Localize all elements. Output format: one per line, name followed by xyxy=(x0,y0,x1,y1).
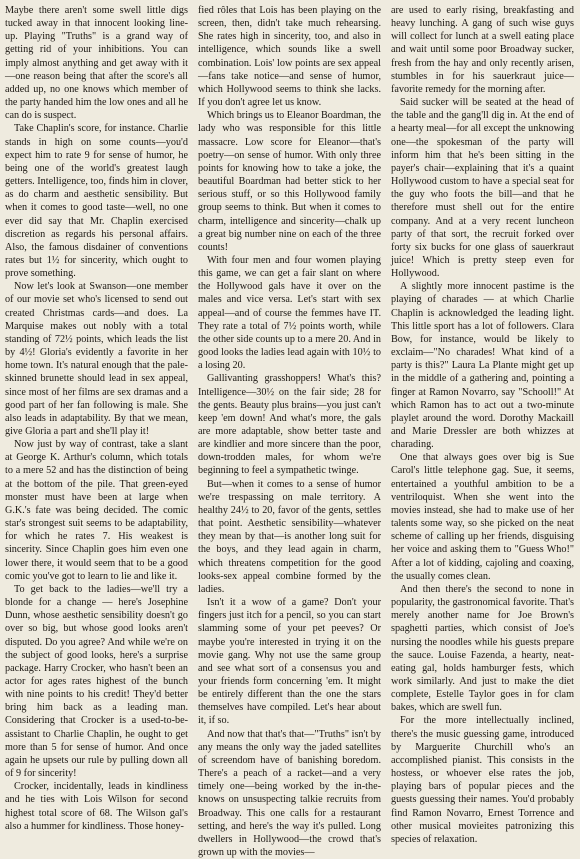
paragraph: One that always goes over big is Sue Carol's little telephone gag. Sue, it seems, entertained a youthful ambition to be a ventriloquist. When she went into the movies instead, she had to make use of her talents some way, so she picked on the neat scheme of calling up her friends, disguising her voice and asking them to "Guess Who!" After a lot of kidding, cajoling and coaxing, the usually comes clean. xyxy=(391,452,574,582)
paragraph: For the more intellectually inclined, there's the music guessing game, introduced by Marguerite Churchill who's an accomplished pianist. This consists in the hostess, or whoever else rates the job, playing bars of popular pieces and the guests guessing their names. You'd probably find Ramon Novarro, Ernest Torrence and other musical movieites patronizing this species of relaxation. xyxy=(391,715,574,845)
paragraph: A slightly more innocent pastime is the playing of charades — at which Charlie Chaplin is acknowledged the leading light. This little sport has a lot of followers. Clara Bow, for instance, would be likely to exclaim—"No charades! What kind of a party is this?" Laura La Plante might get up in the middle of a gathering and, pointing a finger at Ramon Novarro, say "Schooll!" At which Ramon has to act out a two-minute playlet around the word. Dorothy Mackaill and Marie Dressler are both whizzes at charading. xyxy=(391,281,574,451)
paragraph: Crocker, incidentally, leads in kindliness and he ties with Lois Wilson for second highest total score of 68. The Wilson gal's also a hummer for kindliness. Those honey- xyxy=(5,781,188,832)
paragraph: Now let's look at Swanson—one member of our movie set who's licensed to send out created Christmas cards—and does. La Marquise makes out nobly with a total standing of 72½ points, which leads the list by 4½! Gloria's evidently a favorite in her home town. It's natural enough that the pale-skinned brunette should lead in sex appeal, since most of her films are sex dramas and a good part of her fan following is male. She also leads in adaptability. By that we mean, give Gloria a part and she'll play it! xyxy=(5,281,188,437)
paragraph: And now that that's that—"Truths" isn't by any means the only way the jaded satellites of screendom have of banishing boredom. There's a peach of a racket—and a very timely one—being worked by the in-the-knows on unsuspecting talkie recruits from Broadway. This one calls for a restaurant setting, and here's the way it's pulled. Long dwellers in Hollywood—the crowd that's grown up with the movies— xyxy=(198,728,381,858)
paragraph: Gallivanting grasshoppers! What's this? Intelligence—30½ on the fair side; 28 for the gents. Beauty plus brains—you just can't keep 'em down! And what's more, the gals are more adaptable, show better taste and are kindlier and more sincere than the poor, down-trodden males, for whom we're beginning to feel a sympathetic twinge. xyxy=(198,373,381,477)
paragraph: fied rôles that Lois has been playing on the screen, then, didn't take much rehearsing. She rates high in sincerity, too, and also in intelligence, which sounds like a swell combination. Lois' low points are sex appeal—fans take notice—and sense of humor, which Hollywood seems to think she lacks. If you don't agree let us know. xyxy=(198,5,381,109)
paragraph: And then there's the second to none in popularity, the gastronomical favorite. That's merely another name for Joe Brown's spaghetti parties, which consist of Joe's nursing the noodles while his guests prepare the sauce. Louise Fazenda, a hearty, neat-eating gal, holds hamburger fests, which work similarly. And just to make the diet complete, Estelle Taylor goes in for clam bakes, which are swell fun. xyxy=(391,583,574,714)
article-column-right xyxy=(391,4,574,845)
paragraph: Which brings us to Eleanor Boardman, the lady who was responsible for this little massacre. Low score for Eleanor—that's poetry—on sense of humor. With only three points for knowing how to take a joke, the beautiful Boardman had better stick to her serious stuff, or so this Hollywood family group seems to think. But when it comes to charm, intelligence and sincerity—chalk up a great big number nine on each of the three counts! xyxy=(198,110,381,253)
article-column-left xyxy=(5,4,188,832)
paragraph: Now just by way of contrast, take a slant at George K. Arthur's column, which totals to a mere 52 and has the distinction of being at the bottom of the pile. That green-eyed monster must have been at large when G.K.'s fate was being decided. The comic star's strongest suit seems to be adaptability, for which he rates 7. His weakest is sincerity. Since Chaplin goes him even one lower there, it would seem that to be a good comic you've got to learn to lie and like it. xyxy=(5,439,188,582)
paragraph: Take Chaplin's score, for instance. Charlie stands in high on some counts—you'd expect him to rate 9 for sense of humor, he being one of the world's greatest laugh getters. Intelligence, too, finds him in clover, as do charm and aesthetic sensibility. But when it comes to good taste—well, no one ever did say that Mr. Chaplin exercised discretion as regards his personal affairs. Also, the famous disdainer of conventions rates but 1½ for sincerity, which ought to prove something. xyxy=(5,123,188,280)
article-column-middle xyxy=(198,4,381,858)
paragraph: To get back to the ladies—we'll try a blonde for a change — here's Josephine Dunn, whose aesthetic sensibility doesn't go over so big, but whose good looks aren't disputed. Do you agree? And while we're on the subject of good looks, here's a surprise package. Harry Crocker, who hasn't been an actor for ages rates highest of the bunch with nine points to his credit! They'd better bring him back as a leading man. Considering that Crocker is a used-to-be-assistant to Charlie Chaplin, he ought to get more than 5 for sense of humor. And once again he upsets our rule by pulling down all of 9 for sincerity! xyxy=(5,583,188,780)
paragraph: are used to early rising, breakfasting and heavy lunching. A gang of such wise guys will collect for lunch at a swell eating place and wait until some poor Broadway sucker, fresh from the hay and only recently arisen, stumbles in for his sauerkraut juice—favorite remedy for the morning after. xyxy=(391,5,574,95)
paragraph: Isn't it a wow of a game? Don't your fingers just itch for a pencil, so you can start slamming some of your pet peeves? Or maybe you're interested in trying it on the movie gang. Why not use the same group and see what sort of a consensus you and your friends form concerning 'em. It might be entirely different than the one the stars themselves have compiled. Let's hear about it, if so. xyxy=(198,597,381,727)
paragraph: Said sucker will be seated at the head of the table and the gang'll dig in. At the end of a hearty meal—for all except the unknowing one—the spokesman of the party will inform him that he's been sitting in the payer's chair—explaining that it's a quaint Hollywood custom to have a special seat for the guy who foots the bill—and that he therefore must shell out for the entire company. And at a very recent luncheon party of that sort, the recruit forked over forty six bucks for one glass of sauerkraut juice! Which is pretty steep even for Hollywood. xyxy=(391,97,574,280)
paragraph: But—when it comes to a sense of humor we're trespassing on male territory. A healthy 24½ to 20, favor of the gents, settles that point. Aesthetic sensibility—whatever they mean by that—is another long suit for the boys, and they lead again in charm, which threatens competition for the good looks-sex appeal combine formed by the ladies. xyxy=(198,478,381,595)
paragraph: With four men and four women playing this game, we can get a fair slant on where the Hollywood gals have it over on the males and vice versa. Let's start with sex appeal—and of course the femmes have IT. They rate a total of 7½ points worth, while the other side counts up to a mere 20. And in good looks the ladies lead again with 10½ to a losing 20. xyxy=(198,254,381,372)
paragraph: Maybe there aren't some swell little digs tucked away in that innocent looking line-up. Playing "Truths" is a grand way of getting rid of your inhibitions. You can imply almost anything and get away with it—one reason being that after the score's all added up, no one knows which member of the party handed him the low ones and all he can do is suspect. xyxy=(5,5,188,122)
